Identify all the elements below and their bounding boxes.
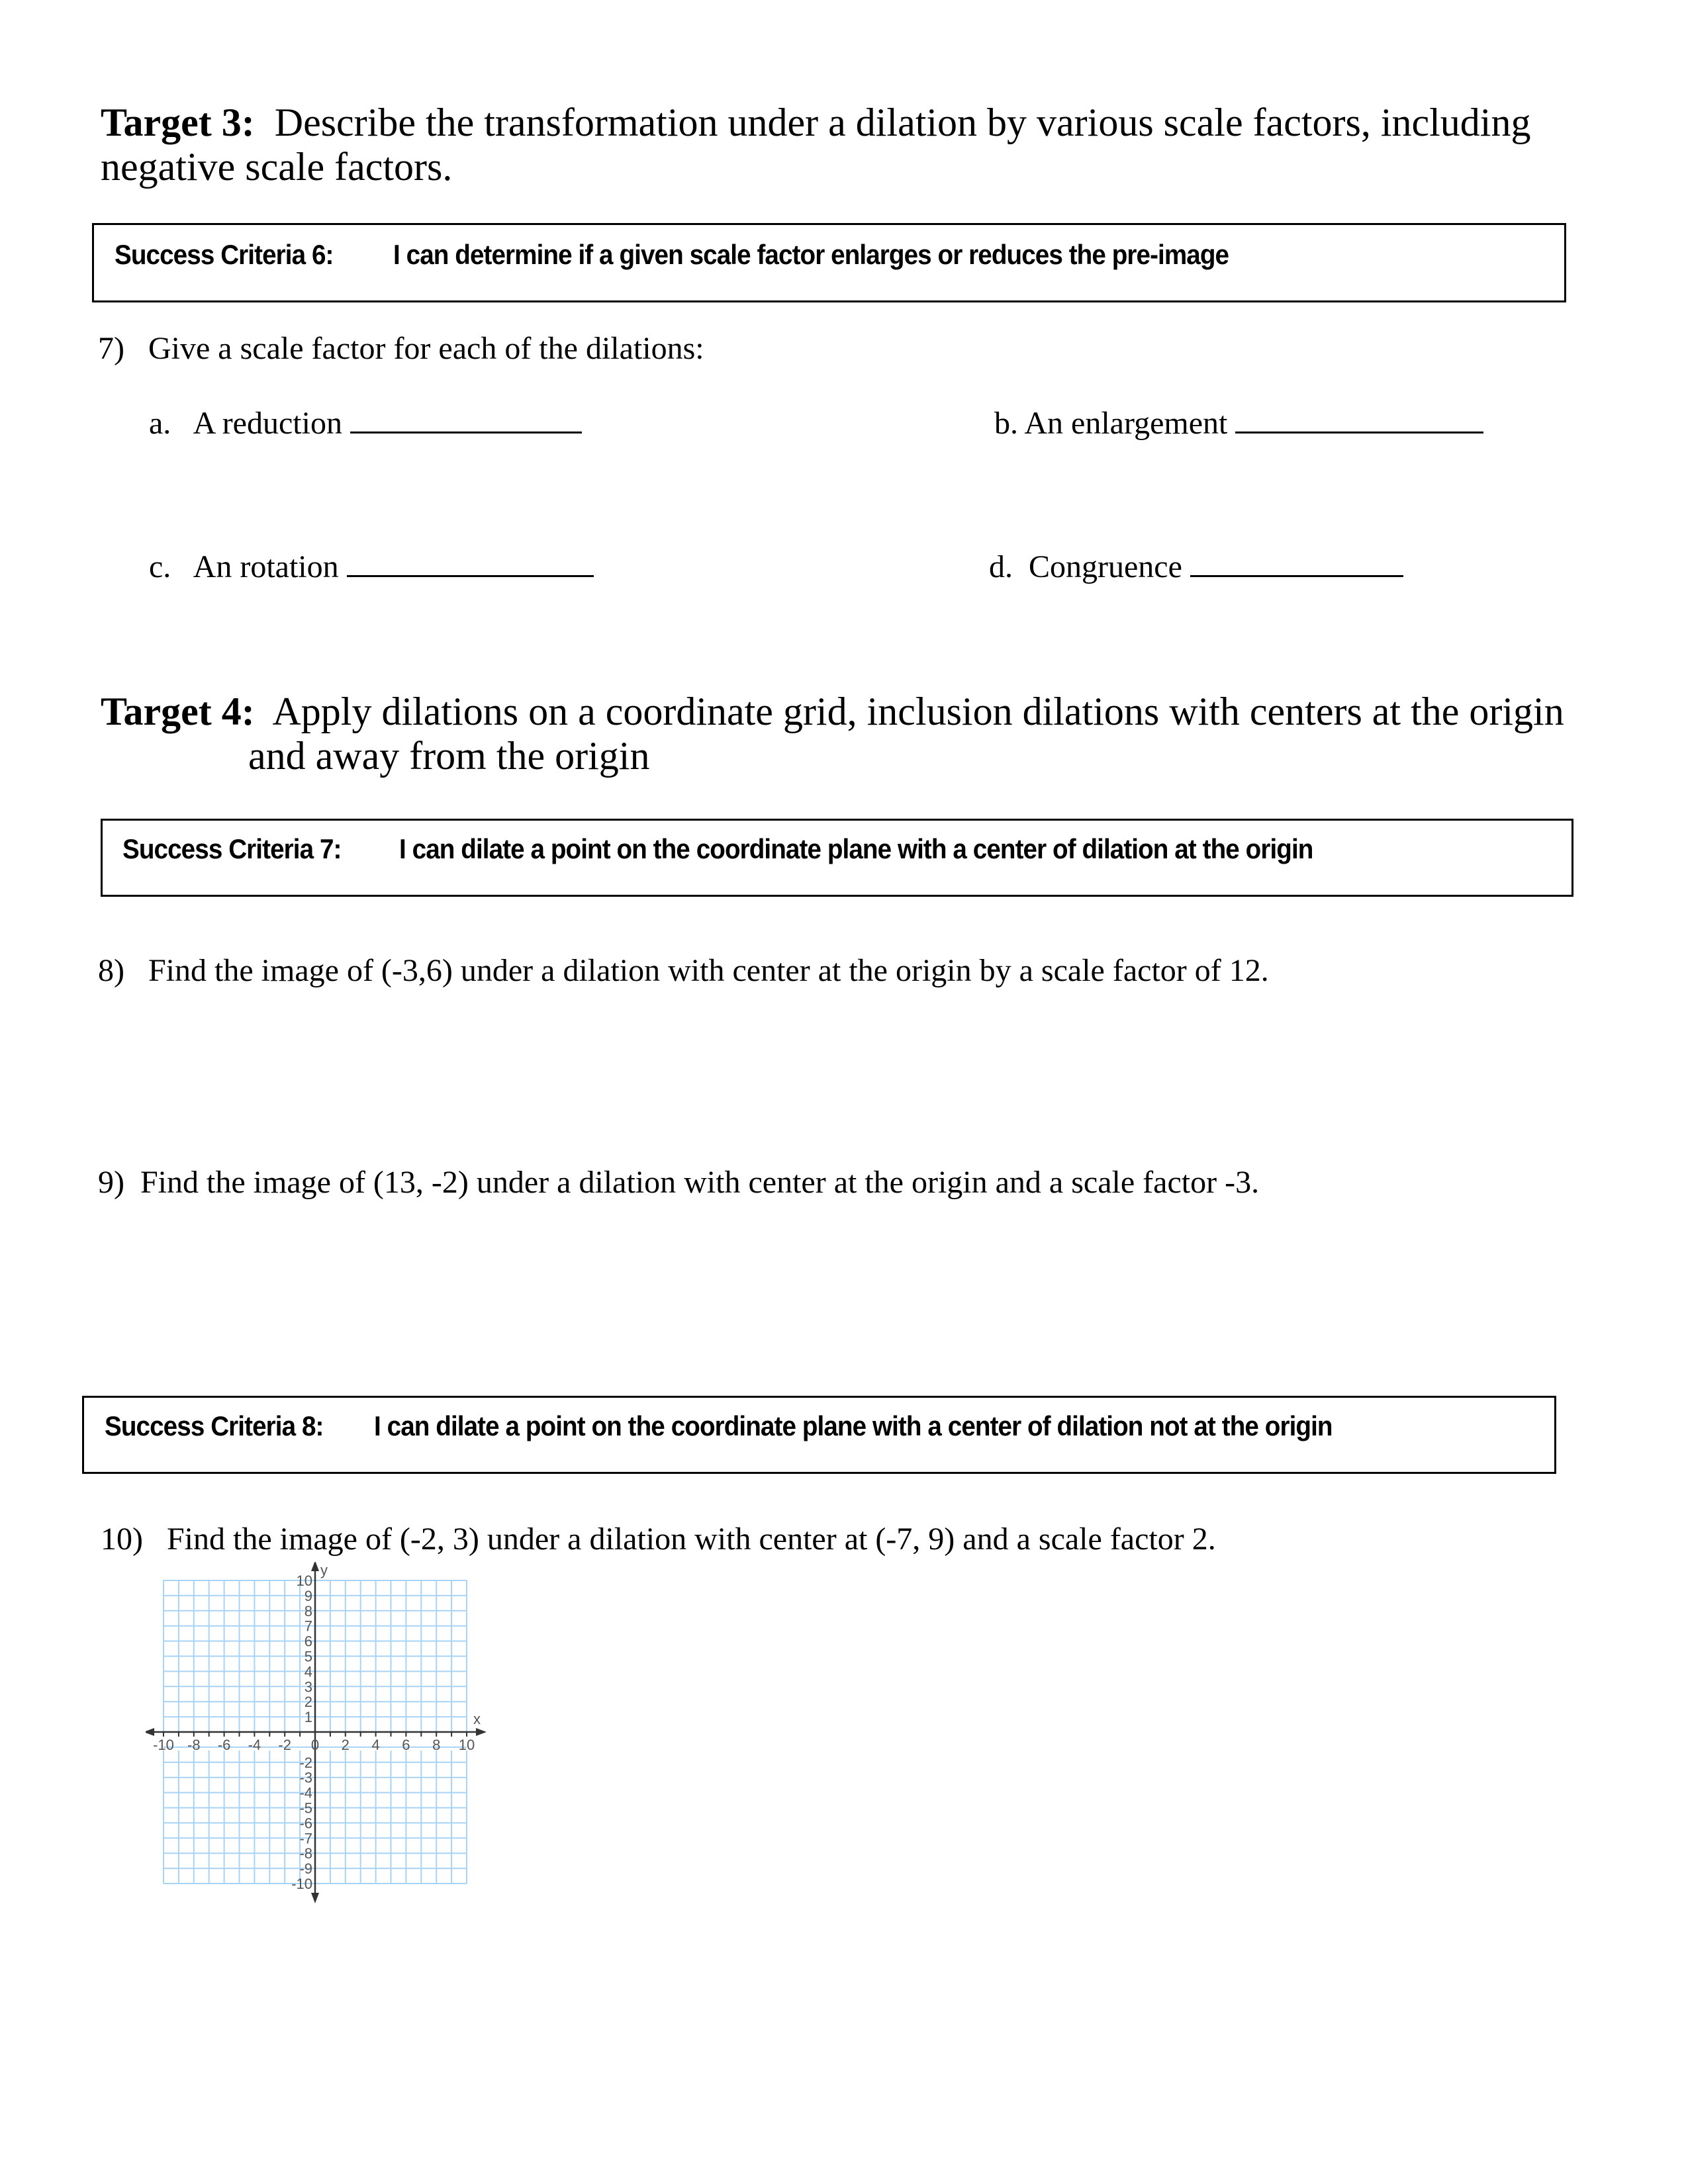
y-tick-label: -2 bbox=[299, 1754, 312, 1771]
x-tick-label: -6 bbox=[217, 1737, 231, 1753]
x-axis-left-arrow-icon bbox=[146, 1728, 154, 1736]
answer-blank-7d[interactable] bbox=[1190, 549, 1403, 577]
part-text: Congruence bbox=[1029, 549, 1182, 584]
y-tick-label: 6 bbox=[304, 1633, 312, 1650]
y-tick-label: -10 bbox=[291, 1876, 312, 1892]
question-number: 9) bbox=[98, 1165, 124, 1200]
target4-text-line2: and away from the origin bbox=[248, 734, 650, 778]
question-7 bbox=[98, 333, 704, 365]
y-tick-label: -9 bbox=[299, 1860, 312, 1878]
question-8 bbox=[98, 955, 1269, 987]
y-axis-down-arrow-icon bbox=[311, 1893, 319, 1903]
y-tick-label: -4 bbox=[299, 1784, 312, 1801]
y-tick-label: -3 bbox=[299, 1769, 312, 1786]
y-tick-label: -7 bbox=[299, 1830, 312, 1847]
question-number: 7) bbox=[98, 331, 124, 366]
x-tick-label: -4 bbox=[248, 1737, 261, 1753]
x-tick-label: -2 bbox=[278, 1737, 291, 1753]
question-number: 10) bbox=[101, 1522, 143, 1557]
answer-blank-7c[interactable] bbox=[347, 549, 594, 577]
x-tick-label: 10 bbox=[458, 1737, 475, 1753]
question-7a bbox=[149, 405, 582, 439]
y-tick-label: 2 bbox=[304, 1694, 312, 1711]
x-tick-label: -8 bbox=[187, 1737, 201, 1753]
y-tick-label: 5 bbox=[304, 1648, 312, 1665]
target3-label: Target 3: bbox=[101, 101, 255, 144]
y-tick-label: -6 bbox=[299, 1815, 312, 1832]
question-text: Find the image of (13, -2) under a dilation with center at the origin and a scale factor -3. bbox=[140, 1165, 1260, 1200]
criteria8-label: Success Criteria 8: bbox=[105, 1410, 324, 1441]
criteria6-label: Success Criteria 6: bbox=[115, 239, 334, 270]
question-text: Give a scale factor for each of the dilations: bbox=[148, 331, 704, 366]
y-tick-label: 9 bbox=[304, 1587, 312, 1604]
question-text: Find the image of (-2, 3) under a dilation with center at (-7, 9) and a scale factor 2. bbox=[166, 1522, 1216, 1557]
answer-blank-7b[interactable] bbox=[1235, 405, 1483, 433]
question-9 bbox=[98, 1167, 1259, 1199]
question-text: Find the image of (-3,6) under a dilation with center at the origin by a scale factor of 12. bbox=[148, 953, 1269, 988]
part-letter: b. bbox=[994, 406, 1018, 441]
y-tick-label: 3 bbox=[304, 1678, 312, 1696]
x-tick-label: 2 bbox=[341, 1737, 350, 1753]
x-tick-label: 0 bbox=[310, 1737, 320, 1753]
y-tick-label: 4 bbox=[304, 1663, 312, 1680]
criteria7-label: Success Criteria 7: bbox=[122, 833, 342, 864]
x-tick-label: 6 bbox=[402, 1737, 410, 1753]
y-tick-label: 1 bbox=[304, 1709, 312, 1726]
question-10 bbox=[101, 1524, 1216, 1555]
coordinate-grid[interactable] bbox=[146, 1562, 688, 2091]
y-axis-label: y bbox=[320, 1562, 328, 1578]
x-tick-label: 4 bbox=[371, 1737, 380, 1753]
target4-text: Apply dilations on a coordinate grid, inclusion dilations with centers at the origin bbox=[272, 690, 1564, 733]
part-letter: d. bbox=[989, 549, 1013, 584]
question-7c bbox=[149, 549, 594, 583]
criteria8-text: I can dilate a point on the coordinate plane with a center of dilation not at the origin bbox=[374, 1410, 1333, 1441]
part-letter: a. bbox=[149, 406, 171, 441]
question-7d bbox=[989, 549, 1403, 583]
part-text: A reduction bbox=[193, 406, 342, 441]
target4-label: Target 4: bbox=[101, 690, 255, 733]
y-tick-label: 10 bbox=[296, 1572, 312, 1589]
target3-text: Describe the transformation under a dilation by various scale factors, including bbox=[274, 101, 1531, 144]
x-axis-right-arrow-icon bbox=[476, 1728, 487, 1736]
part-text: An enlargement bbox=[1024, 406, 1228, 441]
x-tick-label: -10 bbox=[153, 1737, 174, 1753]
question-number: 8) bbox=[98, 953, 124, 988]
y-tick-label: -5 bbox=[299, 1799, 312, 1817]
x-axis-label: x bbox=[473, 1711, 481, 1727]
part-text: An rotation bbox=[193, 549, 339, 584]
target3-text-line2: negative scale factors. bbox=[101, 145, 453, 189]
y-tick-label: -8 bbox=[299, 1845, 312, 1862]
y-axis-up-arrow-icon bbox=[311, 1562, 319, 1571]
criteria7-text: I can dilate a point on the coordinate plane with a center of dilation at the origin bbox=[399, 833, 1313, 864]
y-tick-label: 7 bbox=[304, 1617, 312, 1635]
x-tick-label: 8 bbox=[432, 1737, 441, 1753]
target3-heading bbox=[101, 103, 1530, 142]
answer-blank-7a[interactable] bbox=[350, 405, 582, 433]
part-letter: c. bbox=[149, 549, 171, 584]
criteria6-text: I can determine if a given scale factor enlarges or reduces the pre-image bbox=[393, 239, 1229, 270]
question-7b bbox=[994, 405, 1483, 439]
target4-heading bbox=[101, 692, 1564, 731]
y-tick-label: 8 bbox=[304, 1602, 312, 1619]
